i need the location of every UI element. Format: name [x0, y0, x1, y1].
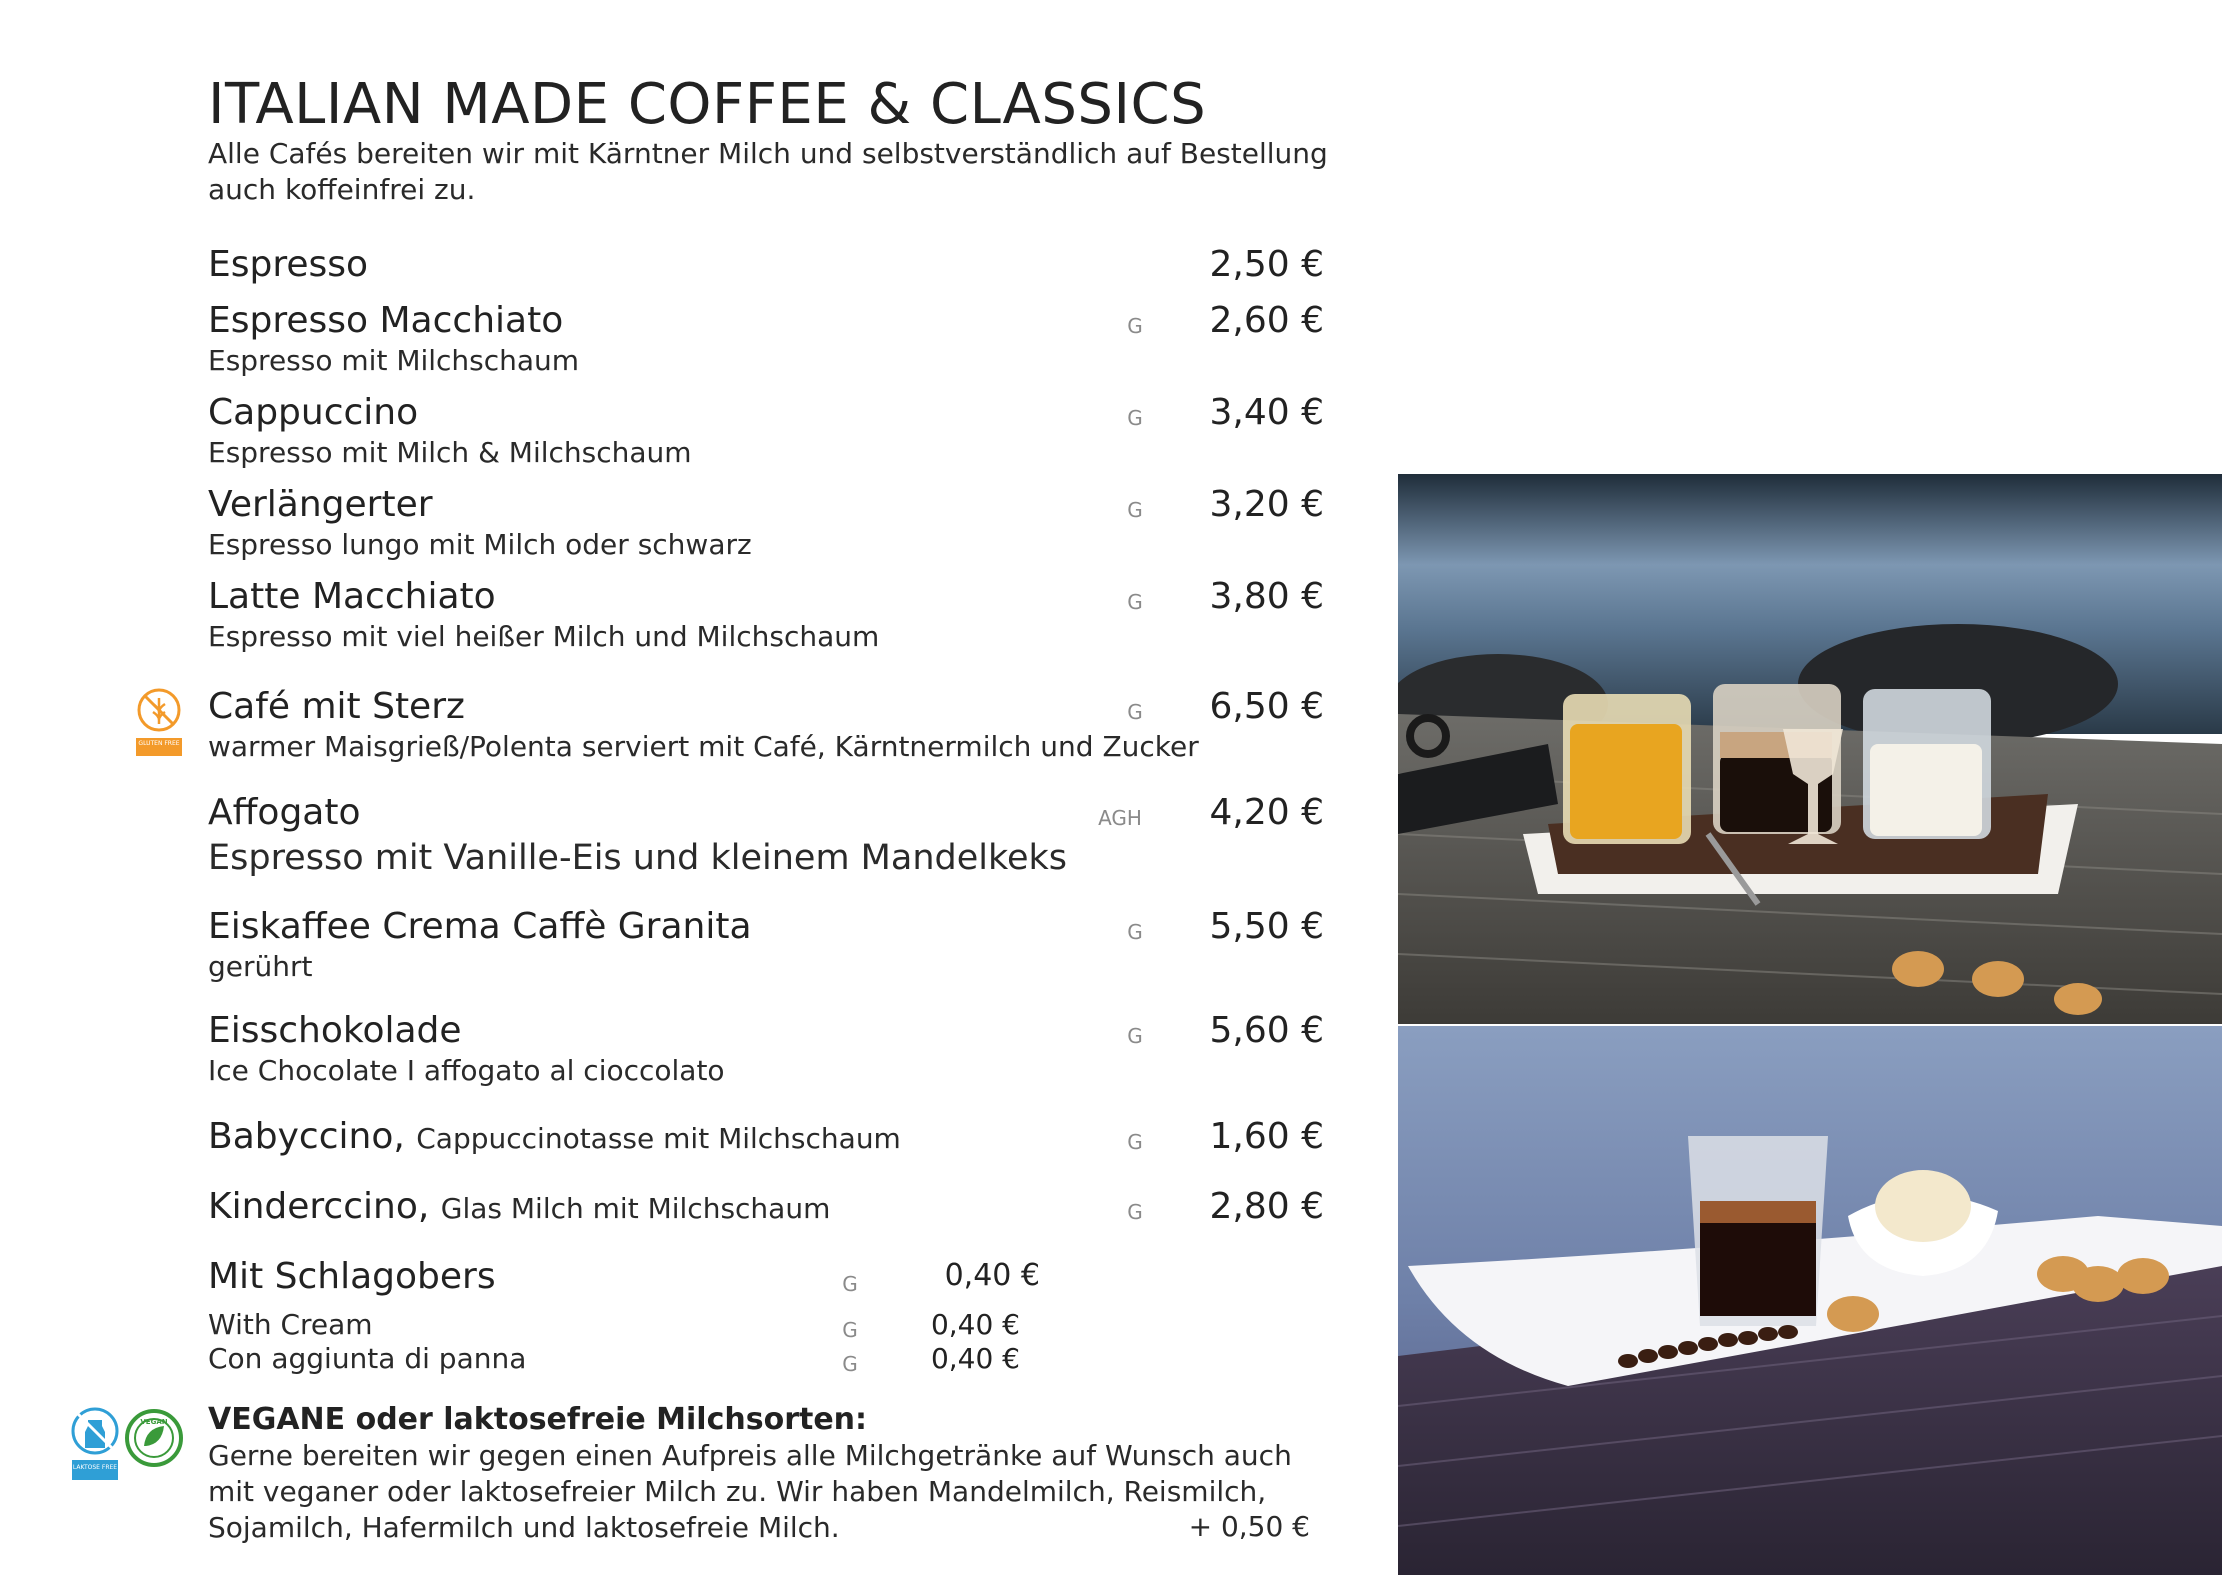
vegan-heading: VEGANE oder laktosefreie Milchsorten: — [208, 1402, 868, 1437]
item-name-eiskaffee: Eiskaffee Crema Caffè Granita — [208, 906, 752, 947]
item-allergen-kinderccino: G — [1127, 1200, 1143, 1224]
item-name-affogato: Affogato — [208, 792, 361, 833]
item-allergen-verlaengerter: G — [1127, 498, 1143, 522]
vegan-text: Gerne bereiten wir gegen einen Aufpreis alle Milchgetränke auf Wunsch auch mit veganer oder laktosefreier Milch zu. Wir haben Mandelmilch, Reismilch, Sojamilch, Hafermilch und laktosefreie Milch. — [208, 1439, 1292, 1544]
item-price-verlaengerter: 3,20 € — [1209, 484, 1324, 525]
page-title: ITALIAN MADE COFFEE & CLASSICS — [208, 72, 1207, 137]
item-desc-cafe-mit-sterz: warmer Maisgrieß/Polenta serviert mit Café, Kärntnermilch und Zucker — [208, 730, 1199, 763]
item-name-eisschokolade: Eisschokolade — [208, 1010, 462, 1051]
item-name-babyccino: Babyccino, — [208, 1116, 405, 1157]
item-desc-latte-macchiato: Espresso mit viel heißer Milch und Milchschaum — [208, 620, 880, 653]
vegan-label: VEGAN — [140, 1418, 168, 1426]
item-allergen-espresso-macchiato: G — [1127, 314, 1143, 338]
item-price-eisschokolade: 5,60 € — [1209, 1010, 1324, 1051]
photo-affogato — [1398, 1026, 2222, 1575]
extra-name-with-cream: With Cream — [208, 1308, 373, 1341]
item-price-espresso-macchiato: 2,60 € — [1209, 300, 1324, 341]
item-price-espresso: 2,50 € — [1209, 244, 1324, 285]
item-price-eiskaffee: 5,50 € — [1209, 906, 1324, 947]
item-name-espresso: Espresso — [208, 244, 369, 285]
intro-text: Alle Cafés bereiten wir mit Kärntner Milch und selbstverständlich auf Bestellung auch koffeinfrei zu. — [208, 137, 1328, 206]
item-price-cappuccino: 3,40 € — [1209, 392, 1324, 433]
gluten-free-label: GLUTEN FREE — [138, 740, 180, 747]
item-desc-kinderccino: Glas Milch mit Milchschaum — [440, 1192, 831, 1225]
item-desc-babyccino: Cappuccinotasse mit Milchschaum — [416, 1122, 901, 1155]
item-name-verlaengerter: Verlängerter — [208, 484, 433, 525]
extra-price-with-cream: 0,40 € — [930, 1308, 1020, 1341]
extra-name-con-panna: Con aggiunta di panna — [208, 1342, 527, 1375]
item-allergen-eiskaffee: G — [1127, 920, 1143, 944]
extra-price-con-panna: 0,40 € — [930, 1342, 1020, 1375]
item-name-espresso-macchiato: Espresso Macchiato — [208, 300, 564, 341]
extra-allergen-schlagobers: G — [842, 1272, 858, 1296]
item-desc-eisschokolade: Ice Chocolate I affogato al cioccolato — [208, 1054, 725, 1087]
item-allergen-babyccino: G — [1127, 1130, 1143, 1154]
item-allergen-eisschokolade: G — [1127, 1024, 1143, 1048]
item-babyccino — [208, 1116, 901, 1157]
extra-allergen-with-cream: G — [842, 1318, 858, 1342]
vegan-icon — [124, 1408, 184, 1468]
extra-name-schlagobers: Mit Schlagobers — [208, 1256, 496, 1297]
item-name-latte-macchiato: Latte Macchiato — [208, 576, 496, 617]
item-desc-eiskaffee: gerührt — [208, 950, 313, 983]
item-kinderccino — [208, 1186, 830, 1227]
vegan-price: + 0,50 € — [1188, 1510, 1310, 1543]
item-price-kinderccino: 2,80 € — [1209, 1186, 1324, 1227]
item-desc-affogato: Espresso mit Vanille-Eis und kleinem Mandelkeks — [208, 838, 1068, 878]
item-allergen-affogato: AGH — [1098, 806, 1142, 830]
item-allergen-latte-macchiato: G — [1127, 590, 1143, 614]
item-desc-verlaengerter: Espresso lungo mit Milch oder schwarz — [208, 528, 752, 561]
item-desc-espresso-macchiato: Espresso mit Milchschaum — [208, 344, 580, 377]
item-price-cafe-mit-sterz: 6,50 € — [1209, 686, 1324, 727]
extra-price-schlagobers: 0,40 € — [944, 1258, 1040, 1293]
item-name-kinderccino: Kinderccino, — [208, 1186, 430, 1227]
item-name-cafe-mit-sterz: Café mit Sterz — [208, 686, 465, 727]
item-price-affogato: 4,20 € — [1209, 792, 1324, 833]
item-allergen-cappuccino: G — [1127, 406, 1143, 430]
lactose-free-label: LAKTOSE FREE — [72, 1464, 118, 1471]
item-price-babyccino: 1,60 € — [1209, 1116, 1324, 1157]
item-price-latte-macchiato: 3,80 € — [1209, 576, 1324, 617]
item-allergen-cafe-mit-sterz: G — [1127, 700, 1143, 724]
item-name-cappuccino: Cappuccino — [208, 392, 419, 433]
extra-allergen-con-panna: G — [842, 1352, 858, 1376]
photo-lake-coffee-glasses — [1398, 474, 2222, 1024]
item-desc-cappuccino: Espresso mit Milch & Milchschaum — [208, 436, 692, 469]
